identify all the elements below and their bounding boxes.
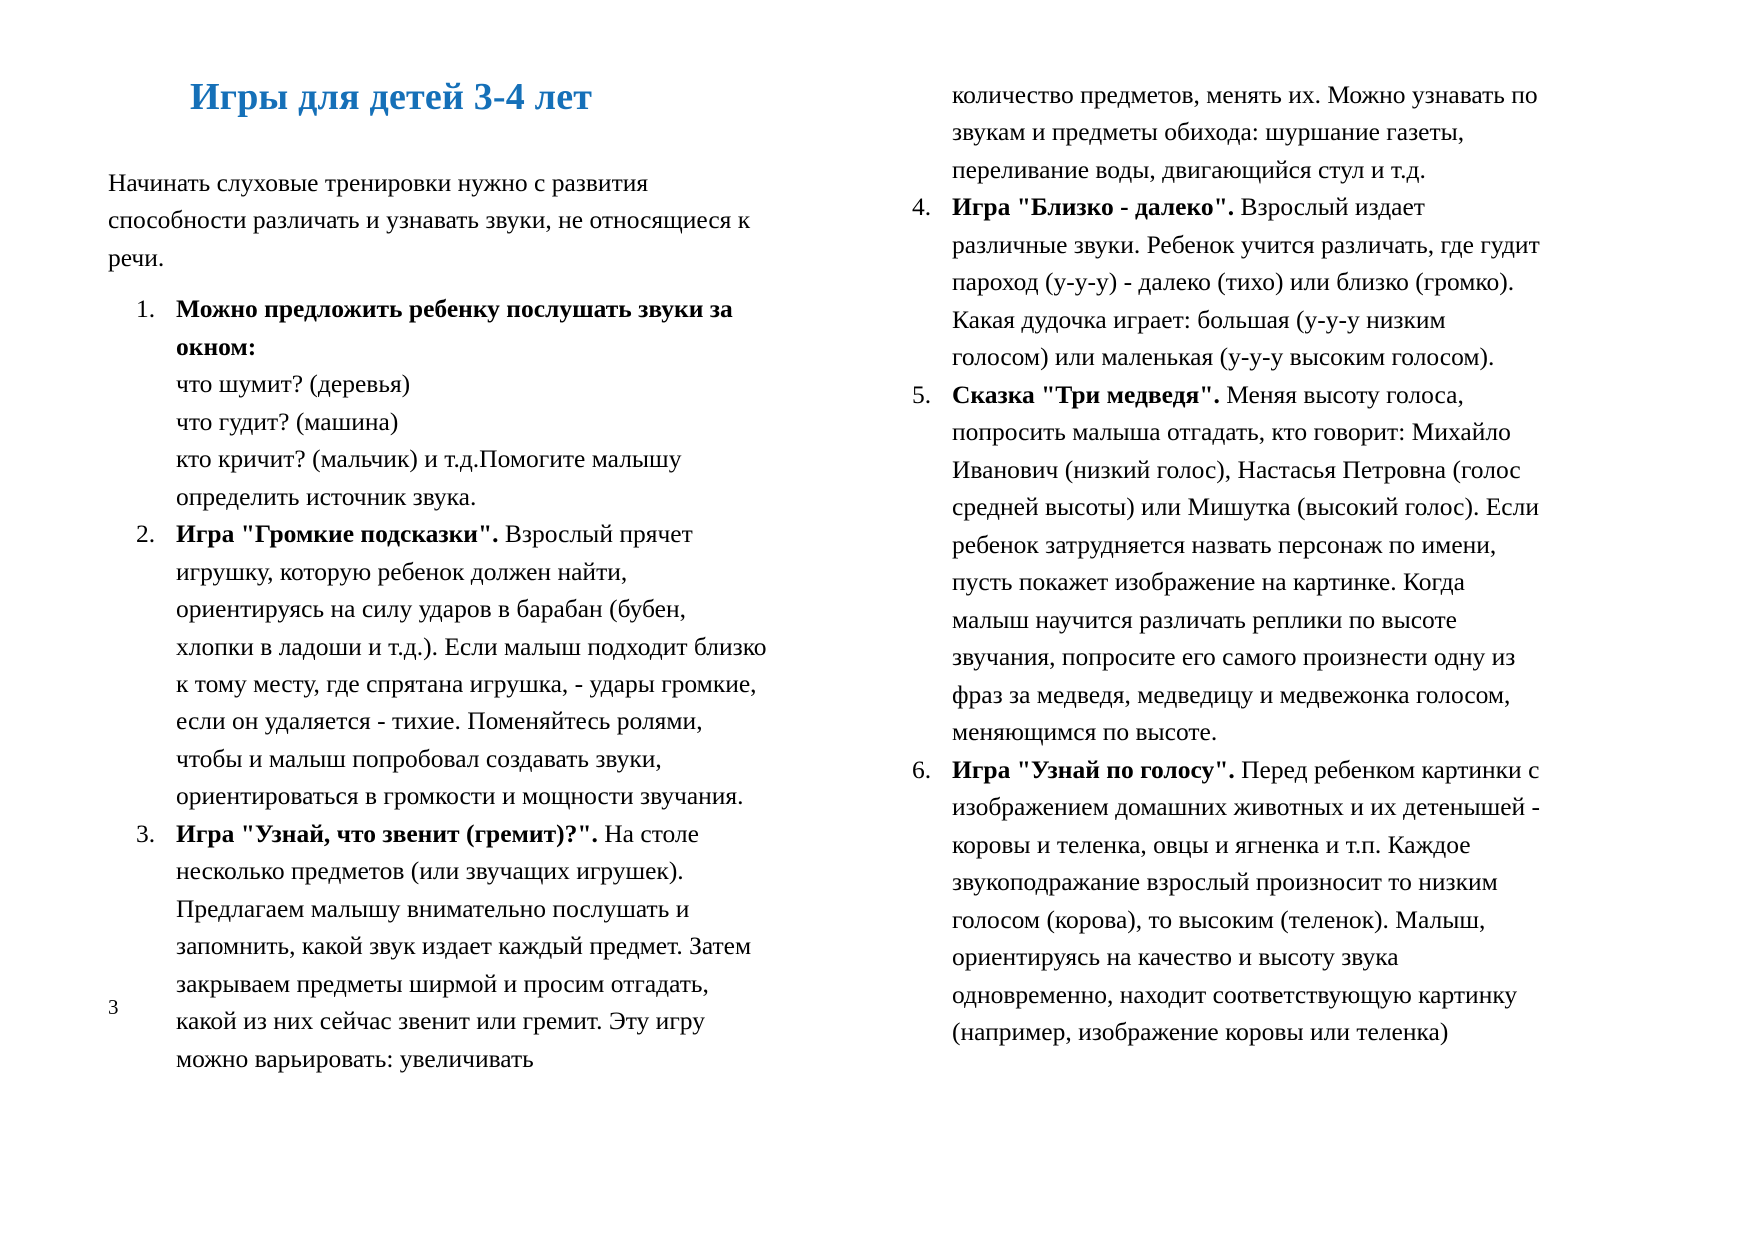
left-column <box>108 76 768 1077</box>
list-item <box>108 815 768 1077</box>
list-item-body: Взрослый издает различные звуки. Ребенок учится различать, где гудит пароход (у-у-у) - далеко (тихо) или близко (громко). Какая дудочка играет: большая (у-у-у низким голосом) или маленькая (у-у-у высоким голосом). <box>952 192 1540 372</box>
list-item <box>108 290 768 515</box>
subline: кто кричит? (мальчик) и т.д.Помогите малышу определить источник звука. <box>176 444 682 511</box>
list-item-title: Игра "Узнай, что звенит (гремит)?". <box>176 818 598 848</box>
list-item-body: Меняя высоту голоса, попросить малыша отгадать, кто говорит: Михайло Иванович (низкий голос), Настасья Петровна (голос средней высоты) или Мишутка (высокий голос). Если ребенок затрудняется назвать персонаж по имени, пусть покажет изображение на картинке. Когда малыш научится различать реплики по высоте звучания, попросите его самого произнести одну из фраз за медведя, медведицу и медвежонка голосом, меняющимся по высоте. <box>952 379 1539 747</box>
subline: что гудит? (машина) <box>176 406 399 436</box>
list-item-title: Игра "Узнай по голосу". <box>952 754 1235 784</box>
list-item-body: На столе несколько предметов (или звучащих игрушек). Предлагаем малышу внимательно послушать и запомнить, какой звук издает каждый предмет. Затем закрываем предметы ширмой и просим отгадать, какой из них сейчас звенит или гремит. Эту игру можно варьировать: увеличивать <box>176 818 752 1073</box>
games-list-right <box>884 188 1544 1050</box>
intro-paragraph: Начинать слуховые тренировки нужно с развития способности различать и узнавать звуки, не относящиеся к речи. <box>108 167 751 272</box>
page-title: Игры для детей 3-4 лет <box>190 76 593 118</box>
list-item <box>884 751 1544 1051</box>
list-item-sublines <box>176 365 768 515</box>
list-item <box>884 376 1544 751</box>
page-number: 3 <box>108 995 119 1019</box>
list-item-title: Сказка "Три медведя". <box>952 379 1220 409</box>
list-item-body: Перед ребенком картинки с изображением домашних животных и их детенышей - коровы и теленка, овцы и ягненка и т.п. Каждое звукоподражание взрослый произносит то низким голосом (корова), то высоким (теленок). Малыш, ориентируясь на качество и высоту звука одновременно, находит соответствующую картинку (например, изображение коровы или теленка) <box>952 754 1541 1047</box>
continuation-paragraph: количество предметов, менять их. Можно узнавать по звукам и предметы обихода: шуршание газеты, переливание воды, двигающийся стул и т.д. <box>952 80 1538 184</box>
list-item-body: Взрослый прячет игрушку, которую ребенок должен найти, ориентируясь на силу ударов в барабан (бубен, хлопки в ладоши и т.д.). Если малыш подходит близко к тому месту, где спрятана игрушка, - удары громкие, если он удаляется - тихие. Поменяйтесь ролями, чтобы и малыш попробовал создавать звуки, ориентироваться в громкости и мощности звучания. <box>176 519 767 811</box>
list-item-title: Можно предложить ребенку послушать звуки за окном: <box>176 294 733 361</box>
list-item <box>108 515 768 815</box>
list-item-title: Игра "Близко - далеко". <box>952 192 1235 222</box>
right-column <box>884 76 1544 1051</box>
subline: что шумит? (деревья) <box>176 369 411 399</box>
list-item <box>884 188 1544 375</box>
list-item-title: Игра "Громкие подсказки". <box>176 519 499 549</box>
games-list-left <box>108 290 768 1077</box>
